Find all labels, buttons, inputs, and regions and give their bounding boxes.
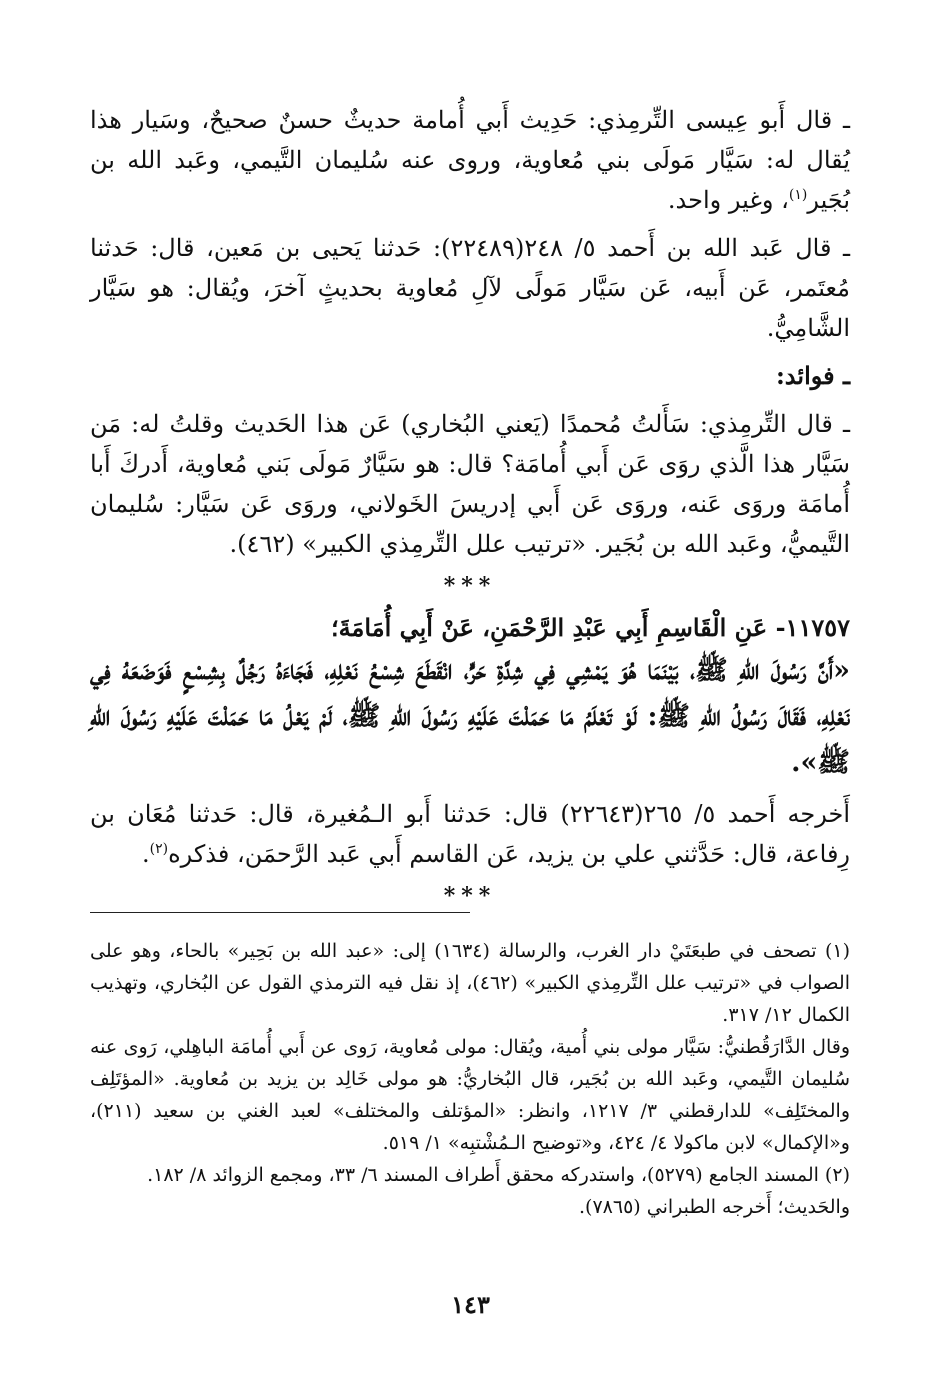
footnote-2: (٢) المسند الجامع (٥٢٧٩)، واستدركه محقق أَطراف المسند ٦/ ٣٣، ومجمع الزوائد ٨/ ١٨٢. — [147, 1164, 850, 1186]
footnotes — [90, 935, 850, 1223]
footnote-ref-2[interactable]: (٢) — [149, 841, 169, 857]
footnote-divider — [90, 912, 470, 913]
main-text — [90, 100, 850, 918]
footnote-2-continued: والحَديث؛ أَخرجه الطبراني (٧٨٦٥). — [579, 1196, 850, 1218]
paragraph-text-end: . — [141, 840, 150, 868]
section-heading-fawaid: ـ فوائد: — [775, 361, 850, 390]
footnote-1-continued: وقال الدَّارَقُطنيُّ: سَيَّار مولى بني أُمية، ويُقال: مولى مُعاوية، رَوى عن أَبي أُمامَة الباهِلي، رَوى عنه سُليمان التَّيمي، وعَبد الله بن بُجَير، قال البُخاريُّ: هو مولى خَالِد بن يزيد بن مُعاوية. «المؤتَلِف والمختَلِف» للدارقطني ٣/ ١٢١٧، وانظر: «المؤتلف والمختلف» لعبد الغني بن سعيد (٢١١)، و«الإكمال» لابن ماكولا ٤/ ٤٢٤، و«توضيح الـمُشْتبِه» ١/ ٥١٩. — [90, 1036, 850, 1154]
footnote-ref-1[interactable]: (١) — [788, 187, 808, 203]
footnote-1: (١) تصحف في طبعَتَيْ دار الغرب، والرسالة (١٦٣٤) إلى: «عبد الله بن بَحِير» بالحاء، وهو على الصواب في «ترتيب علل التِّرمِذي الكبير» (٤٦٢)، إذ نقل فيه الترمذي القول عن البُخاري، وتهذيب الكمال ١٢/ ٣١٧. — [90, 940, 851, 1026]
paragraph-abdullah-quote: ـ قال عَبد الله بن أَحمد ٥/ ٢٤٨(٢٢٤٨٩): حَدثنا يَحيى بن مَعين، قال: حَدثنا مُعتَمر، عَن أَبيه، عَن سَيَّار مَولًى لآلِ مُعاوية بحديثٍ آخرَ، ويُقال: هو سَيَّار الشَّامِيُّ. — [90, 234, 851, 342]
hadith-title: ١١٧٥٧- عَنِ الْقَاسِمِ أَبِي عَبْدِ الرَّحْمَنِ، عَنْ أَبِي أُمَامَةَ؛ — [331, 613, 850, 642]
paragraph-takhrij — [90, 794, 850, 874]
paragraph-text-end: ، وغير واحد. — [667, 186, 789, 214]
paragraph-text: ـ قال أَبو عِيسى التِّرمِذي: حَدِيث أَبي أُمامة حديثٌ حسنٌ صحيحٌ، وسَيار هذا يُقال له: سَيَّار مَولَى بني مُعاوية، وروى عنه سُليمان التَّيمي، وعَبد الله بن بُجَير — [90, 106, 850, 214]
separator-stars-end: *** — [443, 883, 497, 909]
paragraph-tirmidhi-quote — [90, 100, 850, 220]
paragraph-text: أَخرجه أَحمد ٥/ ٢٦٥(٢٢٦٤٣) قال: حَدثنا أَبو الـمُغيرة، قال: حَدثنا مُعَان بن رِفاعة، قال: حَدَّثني علي بن يزيد، عَن القاسم أَبي عَبد الرَّحمَن، فذكره — [90, 800, 850, 868]
page-number: ١٤٣ — [451, 1290, 490, 1319]
paragraph-tirmidhi-bukhari: ـ قال التِّرمِذي: سَأَلتُ مُحمدًا (يَعني البُخاري) عَن هذا الحَديث وقلتُ له: مَن سَيَّار هذا الَّذي روَى عَن أَبي أُمامَة؟ قال: هو سَيَّارٌ مَولَى بَني مُعاوية، أَدركَ أَبا أُمامَة وروَى عَنه، وروَى عَن أَبي إدريسَ الخَولاني، وروَى عَن سَيَّار: سُليمان التَّيميُّ، وعَبد الله بن بُجَير. «ترتيب علل التِّرمِذي الكبير» (٤٦٢). — [90, 410, 850, 558]
hadith-text: «أَنَّ رَسُولَ اللهِ ﷺ، بَيْنَمَا هُوَ يَمْشِي فِي شِدَّةِ حَرٍّ، انْقَطَعَ شِسْعُ نَعْلِهِ، فَجَاءَهُ رَجُلٌ بِشِسْعٍ فَوَضَعَهُ فِي نَعْلِهِ، فَقَالَ رَسُولُ اللهِ ﷺ: لَوْ تَعْلَمُ مَا حَمَلْتَ عَلَيْهِ رَسُولَ اللهِ ﷺ، لَمْ يَعْلُ مَا حَمَلْتَ عَلَيْهِ رَسُولَ اللهِ ﷺ». — [90, 655, 850, 778]
separator-stars: *** — [443, 573, 497, 599]
